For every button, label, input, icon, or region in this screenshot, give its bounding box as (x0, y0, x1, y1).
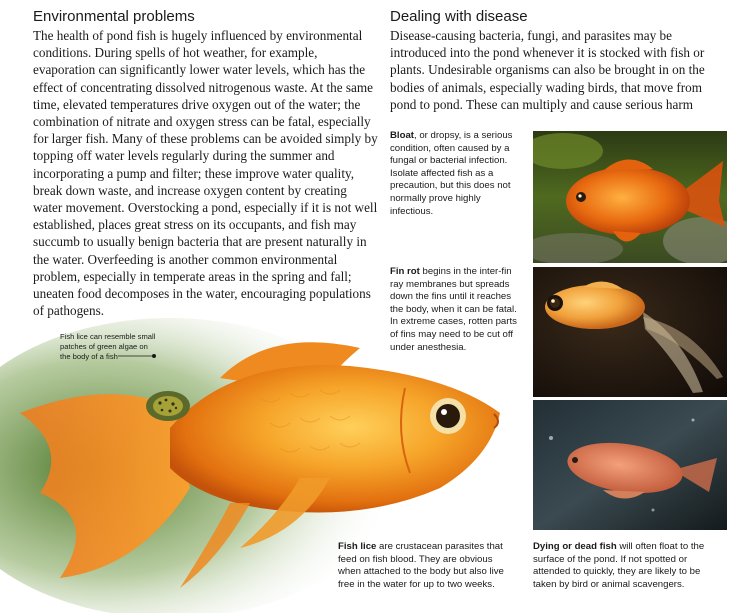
dealing-with-disease-heading: Dealing with disease (390, 8, 528, 25)
fish-lice-caption (338, 541, 506, 591)
bloat-description: , or dropsy, is a serious condition, often caused by a fungal or bacterial infection. Isolate affected fish as a precaution, but this does not normally prove highly infectious. (390, 130, 513, 217)
bloat-photo (533, 131, 727, 263)
fish-lice-callout: Fish lice can resemble small patches of green algae on the body of a fish (60, 332, 156, 361)
fin-rot-term: Fin rot (390, 266, 420, 277)
callout-leader-line (118, 350, 158, 362)
fin-rot-description: begins in the inter-fin ray membranes but spreads down the fins until it reaches the body, when it can be fatal. In extreme cases, rotten parts of fins may need to be cut off under anesthesia. (390, 266, 517, 353)
fin-rot-photo (533, 267, 727, 397)
dealing-with-disease-paragraph: Disease-causing bacteria, fungi, and parasites may be introduced into the pond whenever it is stocked with fish or plants. Undesirable organisms can also be brought in on the bodies of animals, especially wading birds, that move from pond to pond. These can multiply and cause serious harm (390, 28, 705, 112)
dying-fish-description: will often float to the surface of the pond. If not spotted or attended to quickly, they are likely to be taken by bird or animal scavengers. (533, 541, 705, 590)
bloat-caption (390, 130, 518, 218)
dead-fish-photo (533, 400, 727, 530)
dying-fish-caption (533, 541, 723, 591)
bloat-term: Bloat (390, 130, 414, 141)
fish-lice-term: Fish lice (338, 541, 377, 552)
fish-lice-description: are crustacean parasites that feed on fish blood. They are obvious when attached to the body but also live free in the water for up to two weeks. (338, 541, 504, 590)
environmental-problems-paragraph: The health of pond fish is hugely influenced by environmental conditions. During spells of hot weather, for example, evaporation can significantly lower water levels, which has the effect of concentrating dissolved nitrogenous waste. At the same time, elevated temperatures drive oxygen out of the water; the combination of nitrate and oxygen stress can be fatal, especially for larger fish. Many of these problems can be avoided simply by topping off water levels regularly during the summer and incorporating a pump and filter; these improve water quality, break down waste, and increase oxygen content by creating water movement. Overstocking a pond, especially if it is not well established, places great stress on its occupants, and fish may succumb to usually benign bacteria that are present naturally in the water. Overfeeding is another common environmental problem, especially in temperate areas in the spring and fall; uneaten food decomposes in the water, encouraging populations of pathogens. (33, 28, 378, 319)
environmental-problems-heading: Environmental problems (33, 8, 195, 25)
dying-fish-term: Dying or dead fish (533, 541, 617, 552)
